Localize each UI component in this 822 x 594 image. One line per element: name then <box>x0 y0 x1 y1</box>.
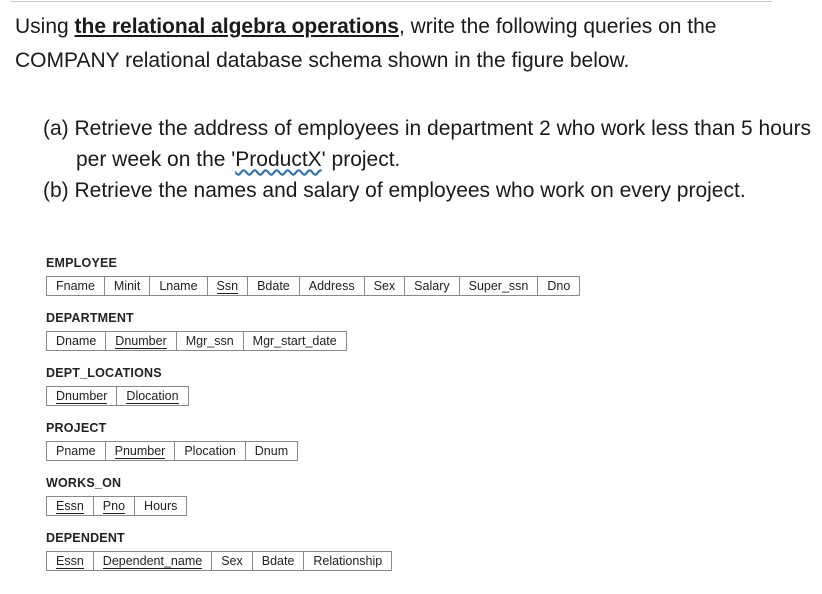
attribute-cell <box>404 276 459 296</box>
question-a-prefix: (a) Retrieve the address of employees in department 2 who work less than 5 hours per week on the ' <box>43 117 812 171</box>
attribute-row <box>46 331 580 351</box>
attribute-cell <box>46 276 105 296</box>
question-b: (b) Retrieve the names and salary of employees who work on every project. <box>43 179 746 202</box>
attribute-label: Mgr_start_date <box>252 334 337 348</box>
attribute-cell <box>252 551 305 571</box>
relation-name: DEPT_LOCATIONS <box>46 366 162 380</box>
company-schema-diagram <box>46 256 580 586</box>
relation-name: DEPENDENT <box>46 531 125 545</box>
relation-name: WORKS_ON <box>46 476 122 490</box>
primary-key-attribute <box>93 551 212 571</box>
attribute-label: Minit <box>113 279 141 293</box>
attribute-cell <box>247 276 300 296</box>
attribute-row <box>46 496 580 516</box>
attribute-label: Dependent_name <box>102 554 203 568</box>
attribute-label: Pname <box>56 444 96 458</box>
attribute-cell <box>245 441 298 461</box>
intro-prefix: Using <box>15 15 75 38</box>
primary-key-attribute <box>105 331 176 351</box>
attribute-label: Relationship <box>313 554 383 568</box>
attribute-label: Lname <box>159 279 198 293</box>
relation-works-on <box>46 476 580 516</box>
question-a <box>43 113 813 175</box>
attribute-cell <box>134 496 187 516</box>
attribute-cell <box>303 551 392 571</box>
attribute-label: Dlocation <box>126 389 179 403</box>
top-divider <box>10 1 772 2</box>
attribute-cell <box>46 331 106 351</box>
attribute-label: Ssn <box>216 279 239 293</box>
attribute-label: Plocation <box>184 444 236 458</box>
attribute-label: Dname <box>56 334 97 348</box>
attribute-cell <box>243 331 347 351</box>
attribute-cell <box>104 276 150 296</box>
question-list <box>43 113 813 206</box>
attribute-cell <box>46 441 106 461</box>
attribute-label: Sex <box>373 279 396 293</box>
productx-highlight: ProductX <box>235 148 322 171</box>
attribute-cell <box>211 551 253 571</box>
attribute-label: Sex <box>221 554 243 568</box>
attribute-cell <box>174 441 245 461</box>
attribute-label: Essn <box>56 554 84 568</box>
attribute-row <box>46 551 580 571</box>
attribute-label: Mgr_ssn <box>185 334 234 348</box>
attribute-label: Dnumber <box>56 389 108 403</box>
attribute-label: Dnum <box>254 444 289 458</box>
attribute-label: Bdate <box>257 279 290 293</box>
question-a-suffix: ' project. <box>321 148 401 171</box>
attribute-row <box>46 276 580 296</box>
attribute-cell <box>149 276 207 296</box>
relation-dept-locations <box>46 366 580 406</box>
primary-key-attribute <box>105 441 176 461</box>
primary-key-attribute <box>46 496 94 516</box>
attribute-row <box>46 441 580 461</box>
attribute-label: Address <box>308 279 355 293</box>
intro-suffix: , write the following queries on the COMPANY relational database schema shown in the figure below. <box>15 15 717 72</box>
intro-emphasis: the relational algebra operations <box>74 15 399 38</box>
attribute-label: Pno <box>102 499 126 513</box>
attribute-label: Super_ssn <box>468 279 529 293</box>
relation-project <box>46 421 580 461</box>
relation-name: PROJECT <box>46 421 107 435</box>
attribute-row <box>46 386 580 406</box>
primary-key-attribute <box>207 276 249 296</box>
attribute-label: Bdate <box>261 554 295 568</box>
attribute-label: Fname <box>56 279 95 293</box>
relation-department <box>46 311 580 351</box>
attribute-cell <box>176 331 244 351</box>
attribute-cell <box>459 276 539 296</box>
primary-key-attribute <box>46 386 117 406</box>
attribute-label: Dno <box>547 279 571 293</box>
primary-key-attribute <box>93 496 135 516</box>
attribute-cell <box>299 276 365 296</box>
attribute-label: Hours <box>144 499 178 513</box>
attribute-label: Pnumber <box>114 444 166 458</box>
attribute-cell <box>537 276 580 296</box>
intro-paragraph <box>15 10 805 78</box>
relation-dependent <box>46 531 580 571</box>
attribute-cell <box>364 276 406 296</box>
primary-key-attribute <box>46 551 94 571</box>
relation-name: DEPARTMENT <box>46 311 134 325</box>
relation-employee <box>46 256 580 296</box>
primary-key-attribute <box>116 386 188 406</box>
relation-name: EMPLOYEE <box>46 256 118 270</box>
attribute-label: Essn <box>56 499 84 513</box>
attribute-label: Salary <box>414 279 450 293</box>
attribute-label: Dnumber <box>115 334 167 348</box>
